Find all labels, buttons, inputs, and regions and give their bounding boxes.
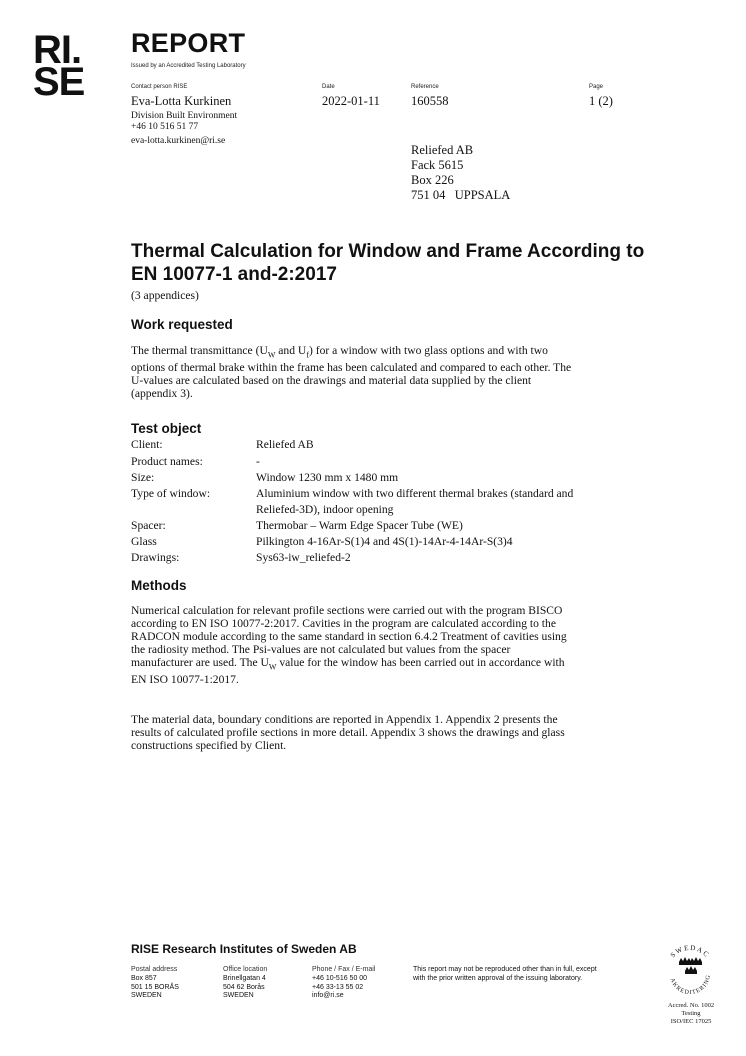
footer-text: Box 857 [131, 974, 157, 982]
recipient-line: Fack 5615 [411, 158, 464, 172]
recipient-line: Reliefed AB [411, 143, 474, 157]
footer-postal [131, 966, 179, 1001]
recipient-line: 751 04 UPPSALA [411, 188, 511, 202]
test-object-heading: Test object [131, 421, 202, 436]
row-value: Sys63-iw_reliefed-2 [256, 551, 351, 564]
row-label: Glass [131, 535, 157, 548]
row-value: Window 1230 mm x 1480 mm [256, 471, 399, 484]
logo-line-2: SE [33, 60, 85, 104]
row-label: Product names: [131, 455, 203, 468]
row-label: Size: [131, 471, 155, 484]
report-date: 2022-01-11 [322, 94, 380, 108]
methods-line: RADCON module according to the same standard in section 6.4.2 Treatment of cavities using [131, 630, 567, 643]
methods-heading: Methods [131, 578, 187, 593]
page-number: 1 (2) [589, 94, 613, 108]
work-requested-heading: Work requested [131, 317, 233, 332]
footer-email[interactable]: info@ri.se [312, 992, 344, 1000]
footer-text: 501 15 BORÅS [131, 983, 179, 991]
reference-label: Reference [411, 84, 439, 90]
svg-text:SWEDAC: SWEDAC [668, 943, 712, 960]
document-title [131, 240, 691, 286]
row-label: Type of window: [131, 487, 211, 500]
row-value: Aluminium window with two different thermal brakes (standard and [256, 487, 574, 500]
accred-line: ISO/IEC 17025 [670, 1018, 712, 1025]
report-title: REPORT [131, 28, 246, 58]
accred-line: Testing [681, 1010, 701, 1017]
footer-label: Office location [223, 966, 268, 973]
contact-dept: Division Built Environment [131, 111, 238, 121]
wr-sub: f [306, 350, 309, 360]
row-value: Reliefed AB [256, 438, 314, 451]
wr-line: (appendix 3). [131, 387, 193, 401]
date-label: Date [322, 84, 335, 90]
footer-text: 504 62 Borås [223, 983, 265, 991]
row-value: - [256, 455, 260, 468]
methods-line: according to EN ISO 10077-2:2017. Cavities in the program are calculated according to the [131, 617, 556, 630]
footer-text: +46 10-516 50 00 [312, 974, 368, 982]
row-value: Pilkington 4-16Ar-S(1)4 and 4S(1)-14Ar-4-14Ar-S(3)4 [256, 535, 513, 548]
contact-label: Contact person RISE [131, 84, 188, 90]
methods-line: The material data, boundary conditions are reported in Appendix 1. Appendix 2 presents the [131, 713, 558, 726]
footer-label: Postal address [131, 966, 178, 973]
contact-email[interactable]: eva-lotta.kurkinen@ri.se [131, 136, 226, 146]
reference-number: 160558 [411, 94, 449, 108]
svg-text:AKREDITERING: AKREDITERING [668, 973, 713, 997]
title-line-1: Thermal Calculation for Window and Frame According to [131, 241, 645, 262]
recipient-address [411, 143, 510, 203]
logo-line-1: RI. [33, 28, 82, 72]
page-label: Page [589, 84, 604, 90]
footer-phone [312, 966, 375, 1001]
row-value: Thermobar – Warm Edge Spacer Tube (WE) [256, 519, 463, 532]
wr-line: U-values are calculated based on the drawings and material data supplied by the client [131, 374, 532, 388]
footer-company: RISE Research Institutes of Sweden AB [131, 942, 357, 956]
methods-paragraph-1 [131, 604, 666, 686]
wr-text: ) for a window with two glass options and with two [308, 344, 548, 357]
title-line-2: EN 10077-1 and-2:2017 [131, 264, 337, 285]
row-value: Reliefed-3D), indoor opening [256, 503, 394, 516]
swedac-crown-icon [660, 940, 720, 1000]
methods-line: results of calculated profile sections in more detail. Appendix 3 shows the drawings and glass [131, 726, 565, 739]
recipient-line: Box 226 [411, 173, 454, 187]
footer-text: with the prior written approval of the issuing laboratory. [413, 974, 583, 982]
rise-logo [33, 28, 85, 104]
row-label: Spacer: [131, 519, 166, 532]
footer-text: This report may not be reproduced other than in full, except [413, 966, 597, 973]
swedac-seal [660, 940, 720, 1000]
footer-text: Brinellgatan 4 [223, 974, 266, 982]
methods-sub: W [268, 662, 277, 672]
footer-office [223, 966, 267, 1001]
methods-line: Numerical calculation for relevant profile sections were carried out with the program BISCO [131, 604, 563, 617]
wr-line: options of thermal brake within the frame has been calculated and compared to each other. The [131, 361, 572, 375]
methods-paragraph-2 [131, 713, 666, 752]
row-label: Client: [131, 438, 163, 451]
report-subtitle: Issued by an Accredited Testing Laboratory [131, 63, 246, 69]
footer-text: SWEDEN [223, 992, 254, 1000]
methods-line: EN ISO 10077-1:2017. [131, 673, 239, 687]
row-label: Drawings: [131, 551, 180, 564]
footer-notice [413, 966, 597, 984]
methods-line: the radiosity method. The Psi-values are not calculated but values from the spacer [131, 643, 511, 656]
work-requested-paragraph [131, 344, 666, 400]
footer-text: SWEDEN [131, 992, 162, 1000]
wr-text: The thermal transmittance (U [131, 344, 268, 357]
contact-phone: +46 10 516 51 77 [131, 122, 199, 132]
contact-name: Eva-Lotta Kurkinen [131, 94, 232, 108]
methods-text: manufacturer are used. The U [131, 656, 269, 669]
footer-label: Phone / Fax / E-mail [312, 966, 376, 973]
footer-text: +46 33-13 55 02 [312, 983, 364, 991]
accreditation-info [655, 1002, 727, 1026]
wr-sub: W [267, 350, 276, 360]
wr-text: and U [275, 344, 307, 357]
methods-text: value for the window has been carried out in accordance with [276, 656, 565, 669]
appendices-note: (3 appendices) [131, 289, 199, 302]
accred-line: Accred. No. 1002 [667, 1002, 715, 1009]
methods-line: constructions specified by Client. [131, 739, 287, 752]
